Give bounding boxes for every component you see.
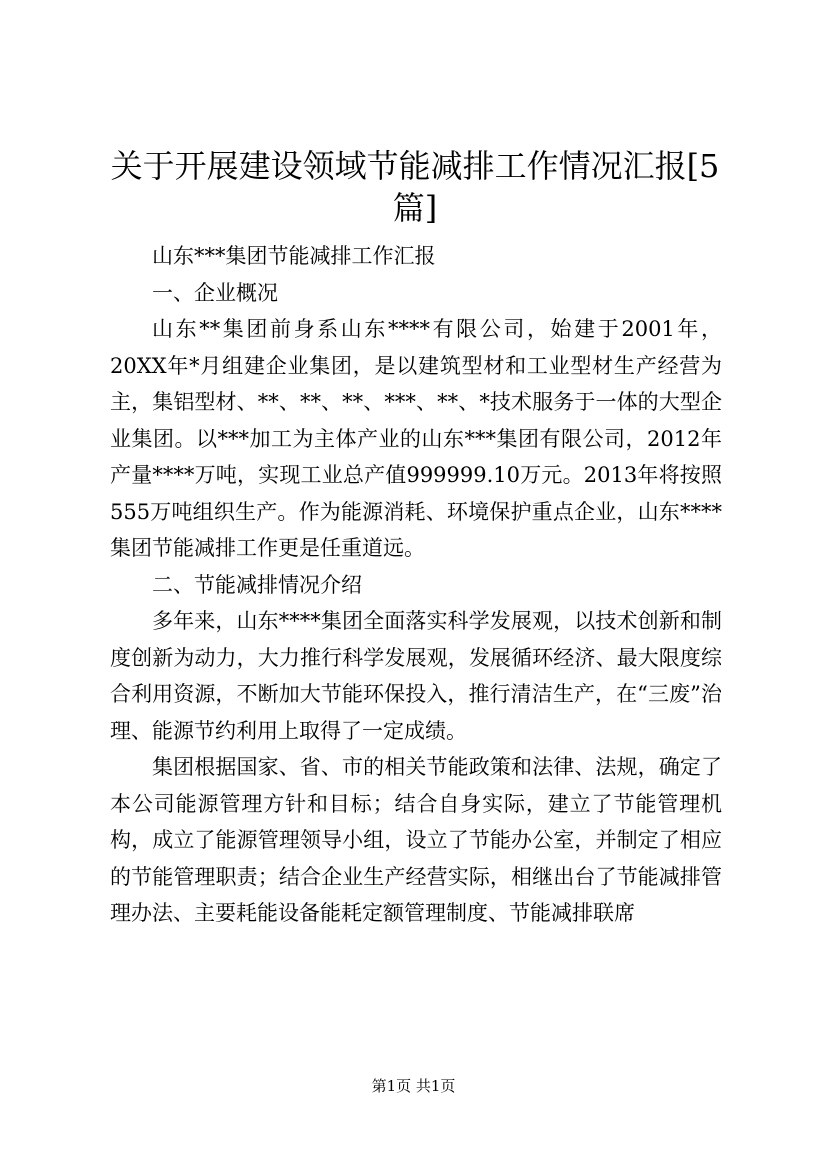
body-paragraph: 多年来，山东****集团全面落实科学发展观，以技术创新和制度创新为动力，大力推行科学发展观，发展循环经济、最大限度综合利用资源，不断加大节能环保投入，推行清洁生产，在“三废”治理、能源节约利用上取得了一定成绩。 xyxy=(110,609,722,743)
subtitle-paragraph: 山东***集团节能减排工作汇报 xyxy=(152,244,436,268)
section-heading-company-overview: 一、企业概况 xyxy=(152,280,278,305)
page-footer: 第1页 共1页 xyxy=(371,1077,456,1095)
body-paragraph: 山东**集团前身系山东****有限公司，始建于2001年，20XX年*月组建企业集团，是以建筑型材和工业型材生产经营为主，集铝型材、**、**、**、***、**、*技术服务于一体的大型企业集团。以***加工为主体产业的山东***集团有限公司，2012年产量****万吨，实现工业总产值999999.10万元。2013年将按照555万吨组织生产。作为能源消耗、环境保护重点企业，山东****集团节能减排工作更是任重道远。 xyxy=(110,317,722,560)
body-paragraph: 集团根据国家、省、市的相关节能政策和法律、法规，确定了本公司能源管理方针和目标；结合自身实际，建立了节能管理机构，成立了能源管理领导小组，设立了节能办公室，并制定了相应的节能管理职责；结合企业生产经营实际，相继出台了节能减排管理办法、主要耗能设备能耗定额管理制度、节能减排联席 xyxy=(110,755,722,925)
document-title: 关于开展建设领域节能减排工作情况汇报[5篇] xyxy=(110,147,720,227)
document-body xyxy=(110,238,722,932)
section-heading-energy-saving: 二、节能减排情况介绍 xyxy=(152,572,362,597)
